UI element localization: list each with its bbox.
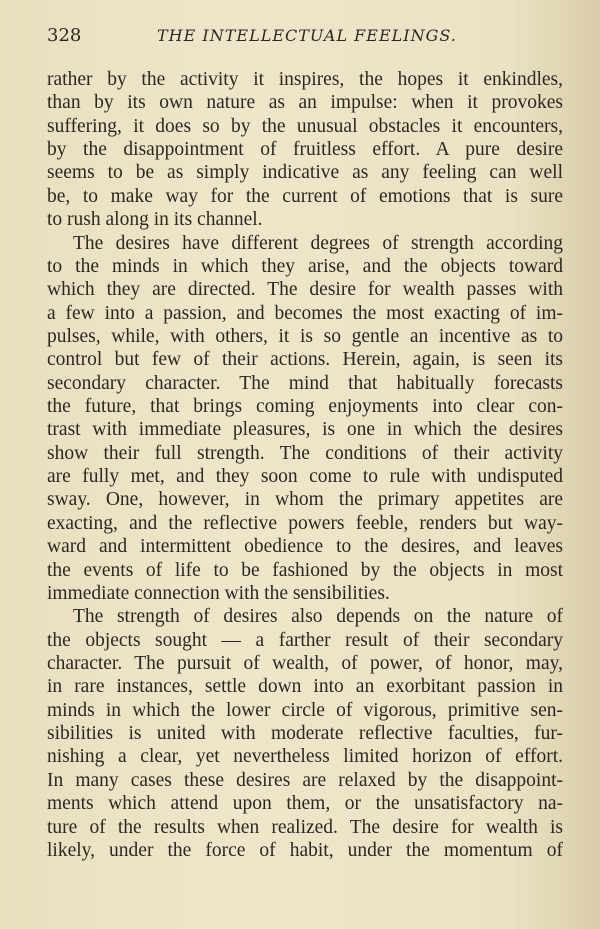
text-line: a few into a passion, and becomes the most exacting of im- xyxy=(47,302,563,324)
text-line: to rush along in its channel. xyxy=(47,209,263,231)
text-line: show their full strength. The conditions of their activity xyxy=(47,442,563,464)
text-line: In many cases these desires are relaxed by the disappoint- xyxy=(47,769,563,791)
paragraph xyxy=(47,68,563,232)
text-line: to the minds in which they arise, and the objects toward xyxy=(47,255,563,277)
text-line: by the disappointment of fruitless effort. A pure desire xyxy=(47,139,563,161)
paragraph xyxy=(47,232,563,606)
text-line: in rare instances, settle down into an exorbitant passion in xyxy=(47,676,563,698)
text-line: character. The pursuit of wealth, of power, of honor, may, xyxy=(47,652,563,674)
page-body xyxy=(47,68,563,862)
text-line: ward and intermittent obedience to the desires, and leaves xyxy=(47,536,563,558)
text-line: the events of life to be fashioned by the objects in most xyxy=(47,559,563,581)
running-title: THE INTELLECTUAL FEELINGS. xyxy=(157,26,457,45)
text-line: control but few of their actions. Herein, again, is seen its xyxy=(47,349,563,371)
text-line: rather by the activity it inspires, the hopes it enkindles, xyxy=(47,69,563,90)
text-line: seems to be as simply indicative as any feeling can well xyxy=(47,162,563,184)
text-line: sibilities is united with moderate reflective faculties, fur- xyxy=(47,723,563,745)
text-line: than by its own nature as an impulse: when it provokes xyxy=(47,92,563,114)
text-line: secondary character. The mind that habitually forecasts xyxy=(47,372,563,394)
text-line: nishing a clear, yet nevertheless limited horizon of effort. xyxy=(47,746,563,768)
page-header xyxy=(47,25,563,49)
paragraph xyxy=(47,605,563,862)
page-number: 328 xyxy=(47,25,82,46)
text-line: immediate connection with the sensibilities. xyxy=(47,582,390,604)
text-line: be, to make way for the current of emotions that is sure xyxy=(47,185,563,207)
text-line: exacting, and the reflective powers feeble, renders but way- xyxy=(47,512,563,534)
text-line: The strength of desires also depends on the nature of xyxy=(73,606,563,628)
text-line: are fully met, and they soon come to rule with undisputed xyxy=(47,466,563,488)
text-line: trast with immediate pleasures, is one in which the desires xyxy=(47,419,563,441)
text-line: the future, that brings coming enjoyments into clear con- xyxy=(47,396,563,418)
text-line: The desires have different degrees of strength according xyxy=(73,232,563,254)
text-line: minds in which the lower circle of vigorous, primitive sen- xyxy=(47,699,563,721)
text-line: sway. One, however, in whom the primary appetites are xyxy=(47,489,563,511)
text-line: ments which attend upon them, or the unsatisfactory na- xyxy=(47,793,563,815)
text-line: ture of the results when realized. The desire for wealth is xyxy=(47,816,563,838)
text-line: suffering, it does so by the unusual obstacles it encounters, xyxy=(47,115,563,137)
text-line: pulses, while, with others, it is so gentle an incentive as to xyxy=(47,325,563,347)
text-line: likely, under the force of habit, under the momentum of xyxy=(47,839,563,861)
text-line: which they are directed. The desire for wealth passes with xyxy=(47,279,563,301)
text-line: the objects sought — a farther result of their secondary xyxy=(47,629,563,651)
